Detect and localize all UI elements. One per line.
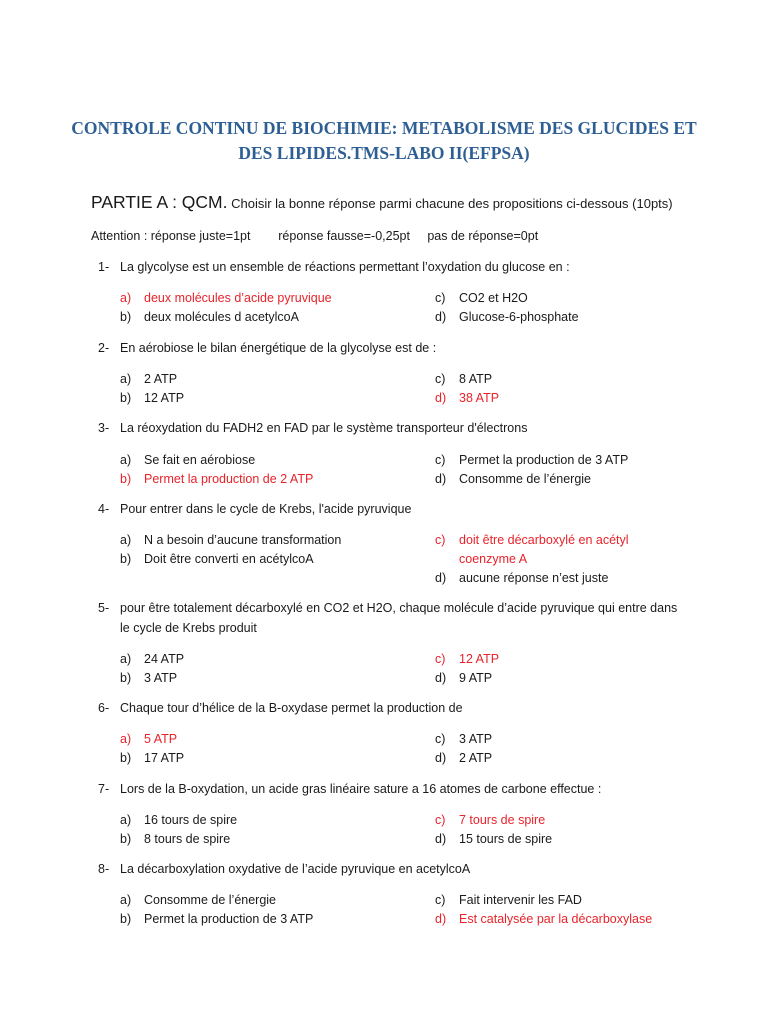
option-c xyxy=(435,730,705,749)
option-text: 2 ATP xyxy=(459,751,493,765)
option-a xyxy=(120,289,390,308)
option-letter: c) xyxy=(435,453,446,467)
option-text: 2 ATP xyxy=(144,372,178,386)
question-1 xyxy=(98,258,678,278)
option-d xyxy=(435,910,705,929)
option-text: 5 ATP xyxy=(144,732,178,746)
option-letter: b) xyxy=(120,671,132,685)
option-letter: b) xyxy=(120,552,132,566)
question-3 xyxy=(98,419,678,439)
question-text: La glycolyse est un ensemble de réactions permettant l’oxydation du glucose en : xyxy=(120,260,570,274)
option-text: N a besoin d’aucune transformation xyxy=(144,533,342,547)
question-text: En aérobiose le bilan énergétique de la glycolyse est de : xyxy=(120,341,437,355)
option-b xyxy=(120,669,390,688)
question-number: 8- xyxy=(98,862,110,876)
option-a xyxy=(120,650,390,669)
question-text: Lors de la B-oxydation, un acide gras linéaire sature a 16 atomes de carbone effectue : xyxy=(120,782,602,796)
option-letter: c) xyxy=(435,893,446,907)
option-text: 38 ATP xyxy=(459,391,500,405)
option-a xyxy=(120,811,390,830)
option-text: 12 ATP xyxy=(144,391,185,405)
option-a xyxy=(120,891,390,910)
option-text: Doit être converti en acétylcoA xyxy=(144,552,314,566)
option-text: 24 ATP xyxy=(144,652,185,666)
option-letter: a) xyxy=(120,453,132,467)
option-text: Consomme de l’énergie xyxy=(459,472,592,486)
question-text: Pour entrer dans le cycle de Krebs, l'acide pyruvique xyxy=(120,502,412,516)
question-number: 2- xyxy=(98,341,110,355)
question-number: 6- xyxy=(98,701,110,715)
scoring-note: Attention : réponse juste=1pt réponse fausse=-0,25pt pas de réponse=0pt xyxy=(91,229,539,243)
option-letter: d) xyxy=(435,912,447,926)
title-line-1: CONTROLE CONTINU DE BIOCHIMIE: METABOLISME DES GLUCIDES ET xyxy=(71,118,697,138)
option-d xyxy=(435,569,705,588)
option-b xyxy=(120,308,390,327)
option-d xyxy=(435,830,705,849)
option-letter: d) xyxy=(435,671,447,685)
question-7 xyxy=(98,780,678,800)
question-6 xyxy=(98,699,678,719)
option-letter: c) xyxy=(435,732,446,746)
option-letter: b) xyxy=(120,751,132,765)
option-text: 9 ATP xyxy=(459,671,493,685)
option-letter: b) xyxy=(120,912,132,926)
question-2 xyxy=(98,339,678,359)
option-letter: a) xyxy=(120,291,132,305)
question-text: pour être totalement décarboxylé en CO2 et H2O, chaque molécule d’acide pyruvique qui entre dans le cycle de Krebs produit xyxy=(120,601,678,635)
option-letter: b) xyxy=(120,832,132,846)
option-text: doit être décarboxylé en acétyl coenzyme A xyxy=(459,533,629,566)
option-letter: b) xyxy=(120,391,132,405)
option-letter: c) xyxy=(435,372,446,386)
option-c xyxy=(435,451,705,470)
section-heading xyxy=(91,192,673,213)
option-text: 7 tours de spire xyxy=(459,813,546,827)
section-label: PARTIE A xyxy=(91,192,168,212)
option-c xyxy=(435,811,705,830)
question-8 xyxy=(98,860,678,880)
option-text: deux molécules d acetylcoA xyxy=(144,310,299,324)
question-text: Chaque tour d’hélice de la B-oxydase permet la production de xyxy=(120,701,463,715)
question-number: 1- xyxy=(98,260,110,274)
question-text: La décarboxylation oxydative de l’acide pyruvique en acetylcoA xyxy=(120,862,471,876)
option-text: 8 ATP xyxy=(459,372,493,386)
question-4 xyxy=(98,500,678,520)
option-c xyxy=(435,289,705,308)
option-letter: d) xyxy=(435,391,447,405)
option-a xyxy=(120,531,390,550)
question-number: 3- xyxy=(98,421,110,435)
option-text: Se fait en aérobiose xyxy=(144,453,256,467)
option-d xyxy=(435,669,705,688)
option-letter: d) xyxy=(435,751,447,765)
option-text: 12 ATP xyxy=(459,652,500,666)
option-b xyxy=(120,749,390,768)
option-letter: c) xyxy=(435,652,446,666)
option-b xyxy=(120,550,390,569)
option-b xyxy=(120,389,390,408)
option-letter: b) xyxy=(120,310,132,324)
option-d xyxy=(435,470,705,489)
option-d xyxy=(435,308,705,327)
option-a xyxy=(120,451,390,470)
option-a xyxy=(120,730,390,749)
option-text: Permet la production de 2 ATP xyxy=(144,472,314,486)
option-letter: a) xyxy=(120,732,132,746)
option-letter: a) xyxy=(120,893,132,907)
option-d xyxy=(435,749,705,768)
option-text: Fait intervenir les FAD xyxy=(459,893,582,907)
option-letter: d) xyxy=(435,310,447,324)
option-b xyxy=(120,830,390,849)
title-line-2: DES LIPIDES.TMS-LABO II(EFPSA) xyxy=(238,143,530,163)
option-letter: a) xyxy=(120,372,132,386)
option-text: 3 ATP xyxy=(144,671,178,685)
option-c xyxy=(435,531,705,569)
question-text: La réoxydation du FADH2 en FAD par le système transporteur d'électrons xyxy=(120,421,528,435)
option-text: aucune réponse n’est juste xyxy=(459,571,609,585)
section-type: : QCM. xyxy=(167,192,228,212)
option-d xyxy=(435,389,705,408)
option-letter: b) xyxy=(120,472,132,486)
question-5 xyxy=(98,599,678,638)
option-text: 17 ATP xyxy=(144,751,185,765)
option-c xyxy=(435,370,705,389)
option-text: 16 tours de spire xyxy=(144,813,238,827)
option-letter: a) xyxy=(120,533,132,547)
option-c xyxy=(435,891,705,910)
option-letter: d) xyxy=(435,832,447,846)
question-number: 4- xyxy=(98,502,110,516)
option-letter: a) xyxy=(120,813,132,827)
option-text: 8 tours de spire xyxy=(144,832,231,846)
option-text: deux molécules d’acide pyruvique xyxy=(144,291,332,305)
option-a xyxy=(120,370,390,389)
option-letter: c) xyxy=(435,533,446,547)
page-title xyxy=(70,116,698,166)
option-text: Permet la production de 3 ATP xyxy=(459,453,629,467)
section-instruction: Choisir la bonne réponse parmi chacune des propositions ci-dessous (10pts) xyxy=(227,196,673,211)
option-text: CO2 et H2O xyxy=(459,291,528,305)
option-letter: d) xyxy=(435,571,447,585)
option-b xyxy=(120,910,390,929)
option-text: Est catalysée par la décarboxylase xyxy=(459,912,653,926)
option-text: Consomme de l’énergie xyxy=(144,893,277,907)
option-b xyxy=(120,470,390,489)
option-text: Permet la production de 3 ATP xyxy=(144,912,314,926)
option-letter: c) xyxy=(435,813,446,827)
option-c xyxy=(435,650,705,669)
option-letter: c) xyxy=(435,291,446,305)
option-letter: a) xyxy=(120,652,132,666)
option-text: 15 tours de spire xyxy=(459,832,553,846)
option-letter: d) xyxy=(435,472,447,486)
option-text: 3 ATP xyxy=(459,732,493,746)
question-number: 5- xyxy=(98,601,110,615)
option-text: Glucose-6-phosphate xyxy=(459,310,579,324)
question-number: 7- xyxy=(98,782,110,796)
